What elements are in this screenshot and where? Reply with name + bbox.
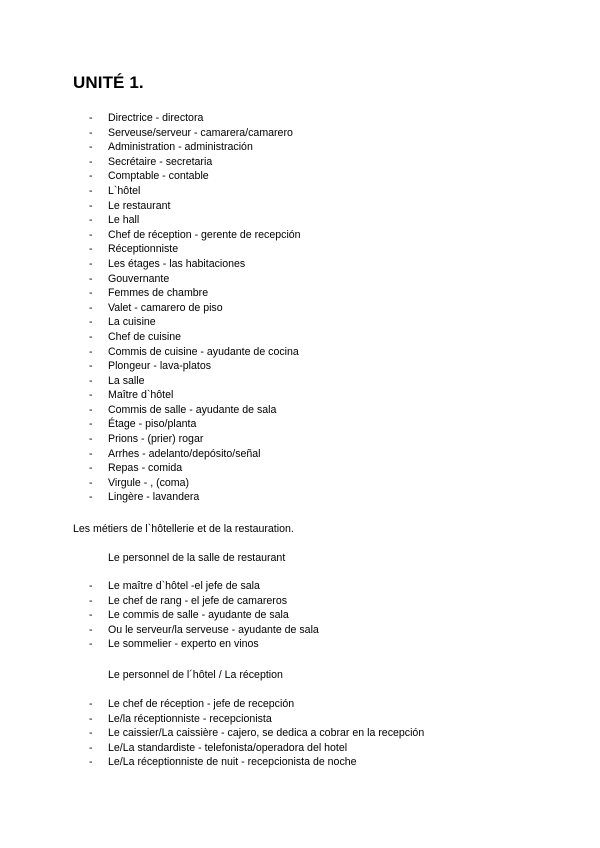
list-item-text: Le/La standardiste - telefonista/operadora del hotel: [108, 741, 348, 754]
list-item-text: Le/la réceptionniste - recepcionista: [108, 712, 272, 725]
list-item-text: Les étages - las habitaciones: [108, 257, 246, 270]
bullet-dash: -: [89, 155, 93, 168]
bullet-dash: -: [89, 330, 93, 343]
list-item-text: Le caissier/La caissière - cajero, se dedica a cobrar en la recepción: [108, 727, 425, 740]
bullet-dash: -: [89, 623, 93, 636]
list-item-text: Administration - administración: [108, 141, 253, 154]
list-item-text: La cuisine: [108, 316, 156, 329]
bullet-dash: -: [89, 756, 93, 769]
bullet-dash: -: [89, 228, 93, 241]
list-item-text: La salle: [108, 374, 145, 387]
bullet-dash: -: [89, 741, 93, 754]
bullet-dash: -: [89, 345, 93, 358]
bullet-dash: -: [89, 374, 93, 387]
bullet-dash: -: [89, 184, 93, 197]
list-item-text: Commis de salle - ayudante de sala: [108, 403, 277, 416]
list-item-text: Commis de cuisine - ayudante de cocina: [108, 345, 299, 358]
list-item-text: Comptable - contable: [108, 170, 209, 183]
list-item-text: Étage - piso/planta: [108, 418, 197, 431]
bullet-dash: -: [89, 712, 93, 725]
bullet-dash: -: [89, 301, 93, 314]
bullet-dash: -: [89, 433, 93, 446]
list-item-text: Lingère - lavandera: [108, 491, 200, 504]
bullet-dash: -: [89, 447, 93, 460]
bullet-dash: -: [89, 272, 93, 285]
list-item-text: Repas - comida: [108, 462, 183, 475]
list-item-text: Le hall: [108, 214, 140, 227]
bullet-dash: -: [89, 112, 93, 124]
bullet-dash: -: [89, 389, 93, 402]
list-item-text: Le/La réceptionniste de nuit - recepcionista de noche: [108, 756, 357, 769]
bullet-dash: -: [89, 126, 93, 139]
bullet-dash: -: [89, 727, 93, 740]
list-item-text: Prions - (prier) rogar: [108, 433, 204, 446]
bullet-dash: -: [89, 418, 93, 431]
list-item-text: Chef de cuisine: [108, 330, 182, 343]
list-item-text: Le chef de réception - jefe de recepción: [108, 698, 295, 710]
bullet-dash: -: [89, 609, 93, 622]
bullet-dash: -: [89, 491, 93, 504]
list-item-text: Gouvernante: [108, 272, 170, 285]
bullet-dash: -: [89, 462, 93, 475]
bullet-dash: -: [89, 594, 93, 607]
list-item-text: Arrhes - adelanto/depósito/señal: [108, 447, 261, 460]
list-item-text: Réceptionniste: [108, 243, 179, 256]
list-item-text: Chef de réception - gerente de recepción: [108, 228, 301, 241]
bullet-dash: -: [89, 287, 93, 300]
bullet-dash: -: [89, 698, 93, 710]
bullet-dash: -: [89, 214, 93, 227]
list-item-text: Valet - camarero de piso: [108, 301, 223, 314]
bullet-dash: -: [89, 476, 93, 489]
list-item-text: Plongeur - lava-platos: [108, 360, 212, 373]
list-item-text: Serveuse/serveur - camarera/camarero: [108, 126, 293, 139]
bullet-dash: -: [89, 580, 93, 592]
list-item-text: Le sommelier - experto en vinos: [108, 638, 259, 651]
bullet-dash: -: [89, 170, 93, 183]
section-heading-reception: Le personnel de l´hôtel / La réception: [108, 669, 283, 681]
list-item-text: Le restaurant: [108, 199, 171, 212]
list-item-text: Femmes de chambre: [108, 287, 209, 300]
section-heading-restaurant: Le personnel de la salle de restaurant: [108, 552, 286, 564]
bullet-dash: -: [89, 141, 93, 154]
list-item-text: L`hôtel: [108, 184, 141, 197]
intro-paragraph: Les métiers de l`hôtellerie et de la restauration.: [73, 523, 294, 535]
list-item-text: Directrice - directora: [108, 112, 204, 124]
bullet-dash: -: [89, 199, 93, 212]
bullet-dash: -: [89, 360, 93, 373]
list-item-text: Ou le serveur/la serveuse - ayudante de sala: [108, 623, 319, 636]
bullet-dash: -: [89, 403, 93, 416]
bullet-dash: -: [89, 257, 93, 270]
list-item-text: Secrétaire - secretaria: [108, 155, 213, 168]
list-item-text: Virgule - , (coma): [108, 476, 190, 489]
list-item-text: Le commis de salle - ayudante de sala: [108, 609, 289, 622]
list-item-text: Le maître d`hôtel -el jefe de sala: [108, 580, 260, 592]
list-item-text: Maître d`hôtel: [108, 389, 174, 402]
page-title: UNITÉ 1.: [73, 73, 144, 92]
bullet-dash: -: [89, 243, 93, 256]
bullet-dash: -: [89, 638, 93, 651]
bullet-dash: -: [89, 316, 93, 329]
list-item-text: Le chef de rang - el jefe de camareros: [108, 594, 288, 607]
